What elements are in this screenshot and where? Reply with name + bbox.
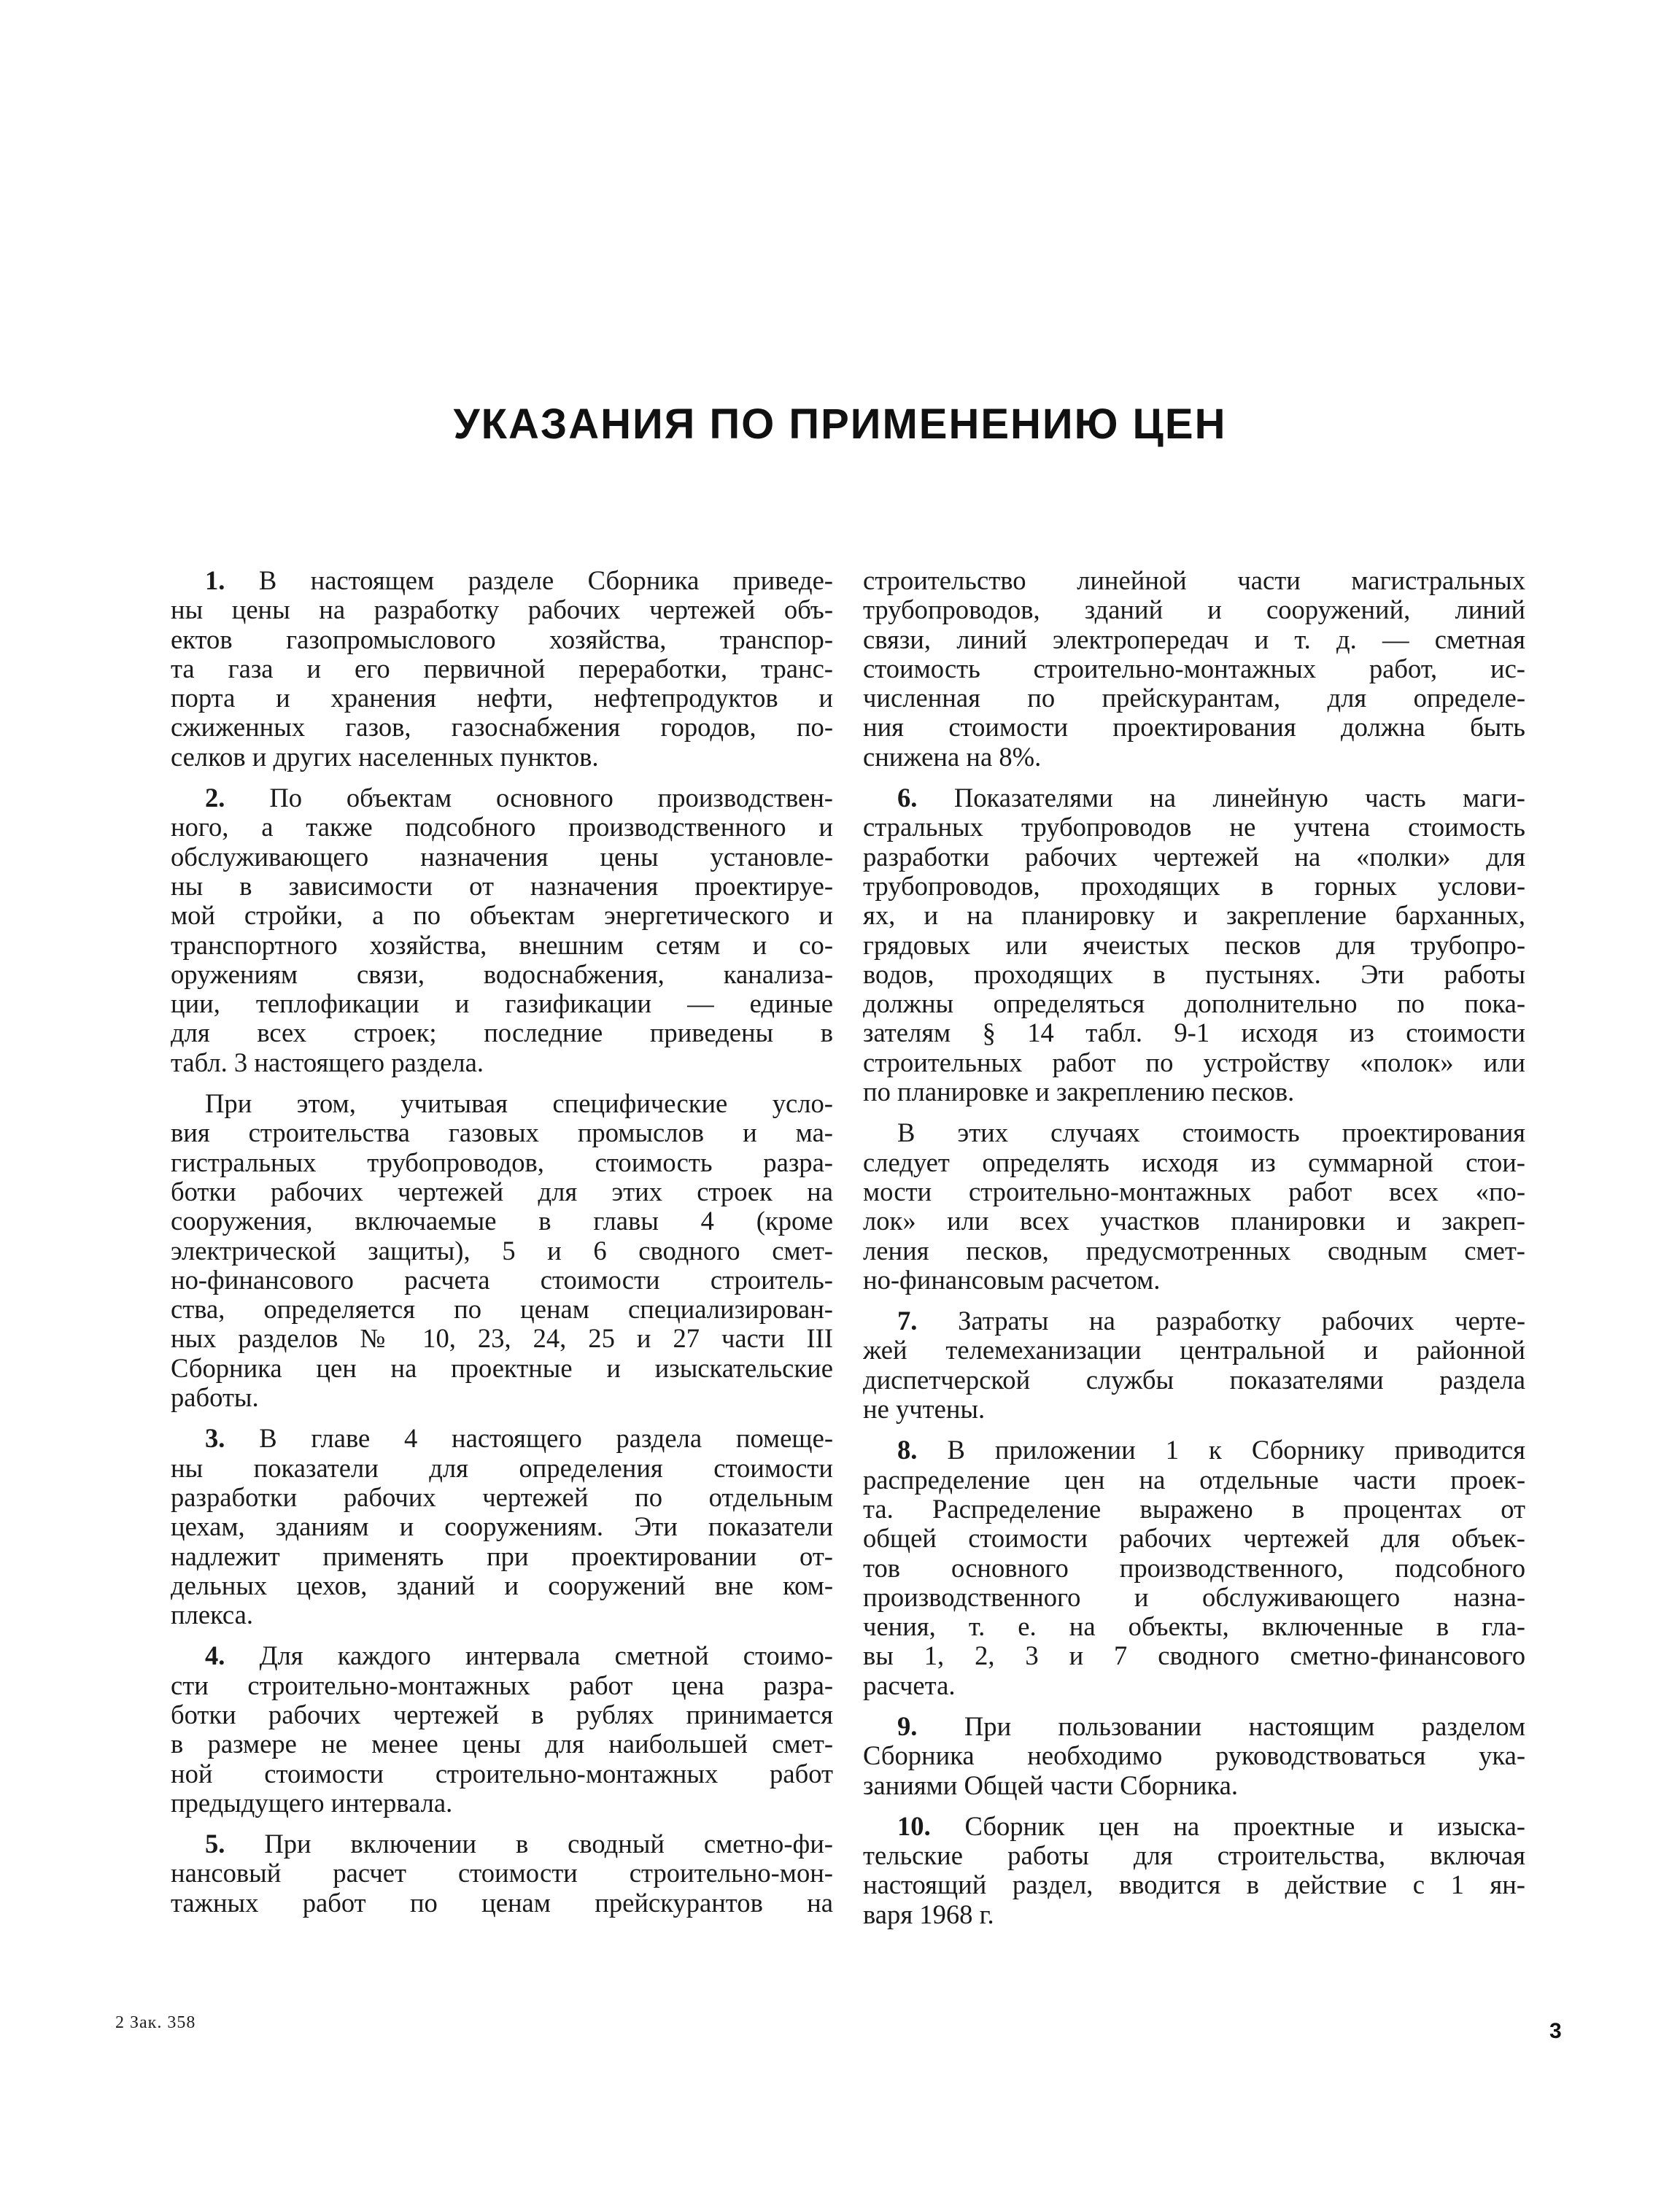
text-line: ны цены на разработку рабочих чертежей объ- (171, 595, 833, 625)
line-text: В главе 4 настоящего раздела помеще- (259, 1424, 833, 1454)
text-line (863, 783, 1525, 813)
text-line: ния стоимости проектирования должна быть (863, 713, 1525, 743)
text-line: настоящий раздел, вводится в действие с 1 ян- (863, 1870, 1525, 1900)
text-line: сжиженных газов, газоснабжения городов, по- (171, 713, 833, 743)
line-text: При пользовании настоящим разделом (964, 1711, 1525, 1741)
text-line: вы 1, 2, 3 и 7 сводного сметно-финансового (863, 1641, 1525, 1671)
text-line: вия строительства газовых промыслов и ма- (171, 1118, 833, 1148)
text-line: стоимость строительно-монтажных работ, ис- (863, 654, 1525, 683)
text-line: ботки рабочих чертежей в рублях принимается (171, 1700, 833, 1729)
text-line (171, 783, 833, 813)
text-line: нансовый расчет стоимости строительно-мон- (171, 1859, 833, 1888)
text-line: тажных работ по ценам прейскурантов на (171, 1888, 833, 1918)
text-line: ства, определяется по ценам специализирован- (171, 1295, 833, 1325)
text-line: ны в зависимости от назначения проектируе- (171, 871, 833, 901)
line-text: Для каждого интервала сметной стоимо- (259, 1641, 833, 1671)
text-line: оружениям связи, водоснабжения, канализа- (171, 959, 833, 989)
text-line: грядовых или ячеистых песков для трубопро- (863, 930, 1525, 960)
paragraph-6 (863, 783, 1525, 1107)
text-line: мой стройки, а по объектам энергетического и (171, 901, 833, 931)
text-line: плекса. (171, 1600, 253, 1630)
paragraph-number: 5. (205, 1829, 225, 1859)
text-line: табл. 3 настоящего раздела. (171, 1047, 484, 1077)
text-line: численная по прейскурантам, для определе- (863, 683, 1525, 713)
text-line: дельных цехов, зданий и сооружений вне ком- (171, 1570, 833, 1600)
text-line: стральных трубопроводов не учтена стоимость (863, 813, 1525, 842)
text-line: по планировке и закреплению песков. (863, 1077, 1295, 1107)
text-line: сооружения, включаемые в главы 4 (кроме (171, 1206, 833, 1236)
text-line: ных разделов № 10, 23, 24, 25 и 27 части III (171, 1324, 833, 1354)
text-line: ления песков, предусмотренных сводным смет- (863, 1236, 1525, 1266)
paragraph-number: 4. (205, 1641, 225, 1671)
text-line: строительство линейной части магистральных (863, 566, 1525, 595)
text-line: трубопроводов, проходящих в горных услови- (863, 871, 1525, 901)
left-column (171, 566, 833, 1918)
text-line: распределение цен на отдельные части проек- (863, 1465, 1525, 1495)
text-line: в размере не менее цены для наибольшей смет- (171, 1729, 833, 1759)
text-line: В этих случаях стоимость проектирования (897, 1118, 1525, 1148)
text-line: тельские работы для строительства, включая (863, 1841, 1525, 1871)
right-column (863, 566, 1525, 1929)
text-line: ного, а также подсобного производственного и (171, 813, 833, 842)
text-line (863, 1712, 1525, 1741)
text-line: водов, проходящих в пустынях. Эти работы (863, 959, 1525, 989)
line-text: В приложении 1 к Сборнику приводится (947, 1435, 1525, 1465)
text-line: разработки рабочих чертежей на «полки» для (863, 842, 1525, 872)
text-line: следует определять исходя из суммарной стои- (863, 1147, 1525, 1177)
text-line (171, 1641, 833, 1670)
paragraph-number: 6. (897, 783, 918, 813)
text-line: надлежит применять при проектировании от- (171, 1541, 833, 1571)
paragraph-2-continued (171, 1089, 833, 1412)
text-line: электрической защиты), 5 и 6 сводного смет- (171, 1236, 833, 1266)
text-line: ны показатели для определения стоимости (171, 1453, 833, 1483)
paragraph-number: 3. (205, 1424, 225, 1454)
paragraph-3 (171, 1424, 833, 1630)
text-line: транспортного хозяйства, внешним сетям и со- (171, 930, 833, 960)
text-line (171, 1424, 833, 1453)
text-line: должны определяться дополнительно по пока- (863, 989, 1525, 1019)
line-text: Показателями на линейную часть маги- (953, 783, 1525, 813)
text-line: для всех строек; последние приведены в (171, 1018, 833, 1048)
text-line (171, 1829, 833, 1859)
paragraph-6-continued (863, 1118, 1525, 1295)
text-line: ции, теплофикации и газификации — единые (171, 989, 833, 1019)
paragraph-9 (863, 1712, 1525, 1800)
paragraph-2 (171, 783, 833, 1077)
paragraph-number: 7. (897, 1306, 918, 1336)
text-line: не учтены. (863, 1395, 986, 1425)
line-text: При включении в сводный сметно-фи- (264, 1829, 833, 1859)
paragraph-number: 8. (897, 1435, 918, 1465)
text-line (863, 1306, 1525, 1336)
page-number: 3 (1549, 2019, 1562, 2043)
text-line (863, 1812, 1525, 1841)
paragraph-number: 2. (205, 783, 225, 813)
text-line (171, 566, 833, 595)
text-line: диспетчерской службы показателями раздела (863, 1365, 1525, 1395)
paragraph-4 (171, 1641, 833, 1818)
text-line: мости строительно-монтажных работ всех «по- (863, 1177, 1525, 1206)
text-line: но-финансовым расчетом. (863, 1265, 1161, 1295)
paragraph-7 (863, 1306, 1525, 1424)
paragraph-10 (863, 1812, 1525, 1929)
paragraph-8 (863, 1435, 1525, 1700)
text-line: снижена на 8%. (863, 742, 1042, 772)
text-line: гистральных трубопроводов, стоимость разра- (171, 1147, 833, 1177)
text-line: жей телемеханизации центральной и районной (863, 1336, 1525, 1365)
text-line: чения, т. е. на объекты, включенные в гла- (863, 1612, 1525, 1642)
text-line: селков и других населенных пунктов. (171, 742, 599, 772)
line-text: Затраты на разработку рабочих черте- (958, 1306, 1525, 1336)
text-line: строительных работ по устройству «полок» или (863, 1047, 1525, 1077)
text-line: Сборника цен на проектные и изыскательские (171, 1353, 833, 1383)
text-line: ектов газопромыслового хозяйства, транспор- (171, 624, 833, 654)
text-line: При этом, учитывая специфические усло- (205, 1089, 833, 1119)
paragraph-1 (171, 566, 833, 772)
text-line: работы. (171, 1383, 259, 1413)
text-line: лок» или всех участков планировки и закреп- (863, 1206, 1525, 1236)
text-line: общей стоимости рабочих чертежей для объек- (863, 1524, 1525, 1554)
text-line: ботки рабочих чертежей для этих строек на (171, 1177, 833, 1206)
page-title: УКАЗАНИЯ ПО ПРИМЕНЕНИЮ ЦЕН (453, 400, 1227, 448)
text-line: ной стоимости строительно-монтажных работ (171, 1759, 833, 1789)
text-line: та. Распределение выражено в процентах от (863, 1494, 1525, 1524)
line-text: По объектам основного производствен- (269, 783, 833, 813)
text-line: Сборника необходимо руководствоваться ука- (863, 1741, 1525, 1771)
text-line: связи, линий электропередач и т. д. — сметная (863, 624, 1525, 654)
paragraph-number: 10. (897, 1811, 931, 1841)
text-line: цехам, зданиям и сооружениям. Эти показатели (171, 1512, 833, 1542)
text-line: трубопроводов, зданий и сооружений, линий (863, 595, 1525, 625)
paragraph-number: 9. (897, 1711, 918, 1741)
text-line: заниями Общей части Сборника. (863, 1770, 1239, 1800)
text-line: предыдущего интервала. (171, 1788, 453, 1818)
text-line: та газа и его первичной переработки, транс- (171, 654, 833, 683)
line-text: В настоящем разделе Сборника приведе- (258, 566, 833, 595)
paragraph-number: 1. (205, 566, 225, 595)
text-line: ях, и на планировку и закрепление барханных, (863, 901, 1525, 931)
text-line: порта и хранения нефти, нефтепродуктов и (171, 683, 833, 713)
text-line: производственного и обслуживающего назна- (863, 1582, 1525, 1612)
text-line: тов основного производственного, подсобного (863, 1553, 1525, 1583)
text-line: обслуживающего назначения цены установле- (171, 842, 833, 872)
text-line: зателям § 14 табл. 9-1 исходя из стоимости (863, 1018, 1525, 1048)
text-line: разработки рабочих чертежей по отдельным (171, 1482, 833, 1512)
paragraph-5-continued (863, 566, 1525, 772)
text-line: сти строительно-монтажных работ цена разра- (171, 1670, 833, 1700)
print-order-mark: 2 Зак. 358 (115, 2013, 196, 2032)
line-text: Сборник цен на проектные и изыска- (964, 1811, 1525, 1841)
text-line: варя 1968 г. (863, 1899, 994, 1929)
text-line: но-финансового расчета стоимости строитель- (171, 1265, 833, 1295)
text-line (863, 1435, 1525, 1465)
paragraph-5 (171, 1829, 833, 1918)
text-line: расчета. (863, 1670, 956, 1700)
